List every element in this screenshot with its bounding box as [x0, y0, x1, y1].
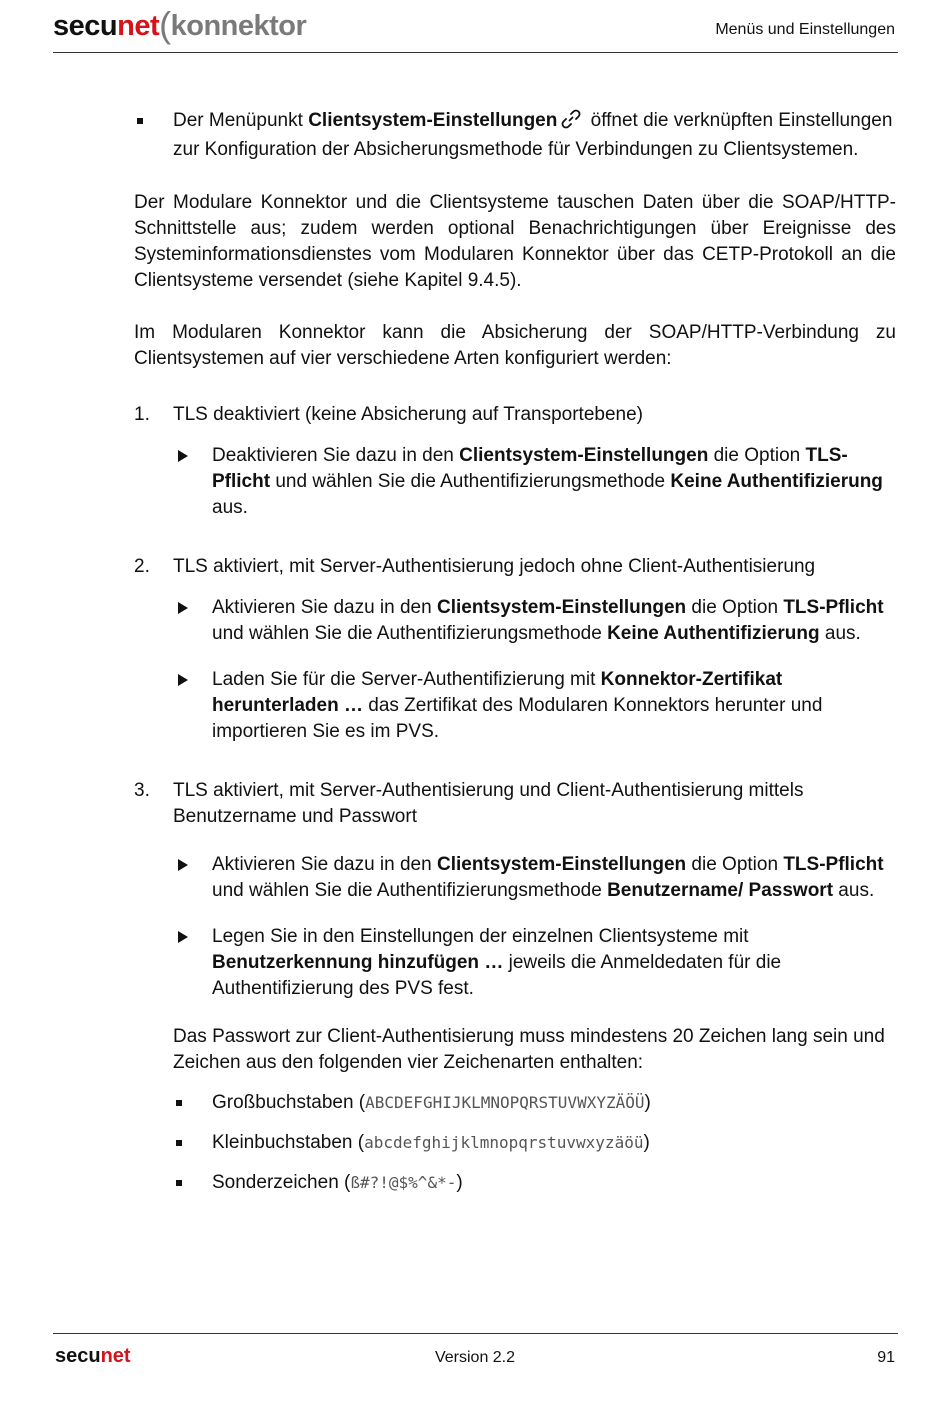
logo-text-konnektor: konnektor: [170, 10, 307, 42]
step-text: aus.: [833, 880, 875, 901]
square-bullet-icon: [176, 1100, 182, 1106]
step-bold: TLS-Pflicht: [212, 445, 848, 492]
triangle-bullet-icon: [178, 602, 188, 614]
list-item-title: TLS aktiviert, mit Server-Authentisierung jedoch ohne Client-Authentisierung: [173, 556, 816, 577]
list-item-title: TLS deaktiviert (keine Absicherung auf Transportebene): [173, 404, 643, 425]
triangle-bullet-icon: [178, 674, 188, 686]
square-bullet-icon: [176, 1180, 182, 1186]
header-divider: [53, 52, 898, 53]
char-class-chars: ß#?!@$%^&*-: [350, 1173, 457, 1192]
triangle-bullet-icon: [178, 931, 188, 943]
intro-text-after: öffnet die verknüpften Einstellungen zur Konfiguration der Absicherungsmethode für Verbindungen zu Clientsystemen.: [173, 110, 893, 160]
triangle-bullet-icon: [178, 859, 188, 871]
triangle-bullet-icon: [178, 450, 188, 462]
step-text: das Zertifikat des Modularen Konnektors herunter und importieren Sie es im PVS.: [212, 695, 823, 742]
step-bold: Clientsystem-Einstellungen: [436, 597, 687, 618]
list-item-1: [134, 402, 896, 521]
step-text: und wählen Sie die Authentifizierungsmethode: [212, 623, 608, 644]
list-number: 3.: [134, 780, 150, 801]
step-bold: Konnektor-Zertifikat herunterladen …: [212, 669, 783, 716]
step-bold: Benutzername/ Passwort: [607, 880, 834, 901]
char-class-close: ): [456, 1172, 463, 1193]
footer-version: Version 2.2: [434, 1349, 516, 1366]
step-text: und wählen Sie die Authentifizierungsmethode: [270, 471, 671, 492]
password-note: Das Passwort zur Client-Authentisierung muss mindestens 20 Zeichen lang sein und Zeichen aus den folgenden vier Zeichenarten enthalten:: [173, 1026, 885, 1073]
char-class-item: [173, 1170, 896, 1196]
step-text: aus.: [212, 497, 248, 518]
char-class-label: Kleinbuchstaben (: [212, 1132, 365, 1153]
char-class-chars: abcdefghijklmnopqrstuvwxyzäöü: [364, 1133, 644, 1152]
page-content: [134, 108, 896, 1196]
step-bold: TLS-Pflicht: [783, 597, 884, 618]
step-text: Aktivieren Sie dazu in den: [212, 854, 437, 875]
logo-text-secu: secu: [53, 10, 118, 42]
step-item: [173, 595, 896, 647]
logo-text-net: net: [117, 10, 160, 42]
step-text: Deaktivieren Sie dazu in den: [212, 445, 460, 466]
step-text: die Option: [708, 445, 806, 466]
paragraph-security-options: Im Modularen Konnektor kann die Absicherung der SOAP/HTTP-Verbindung zu Clientsystemen auf vier verschiedene Arten konfiguriert werden:: [134, 322, 896, 369]
step-text: aus.: [819, 623, 861, 644]
step-item: [173, 667, 896, 745]
header-logo: [53, 2, 306, 44]
list-item-3: [134, 778, 896, 1196]
step-text: und wählen Sie die Authentifizierungsmethode: [212, 880, 608, 901]
step-text: jeweils die Anmeldedaten für die Authentifizierung des PVS fest.: [212, 952, 782, 999]
page-number: 91: [877, 1349, 895, 1366]
list-number: 2.: [134, 556, 150, 577]
step-bold: Keine Authentifizierung: [607, 623, 820, 644]
char-class-label: Sonderzeichen (: [212, 1172, 351, 1193]
square-bullet-icon: [137, 118, 143, 124]
step-text: Legen Sie in den Einstellungen der einzelnen Clientsysteme mit: [212, 926, 749, 947]
section-title: Menüs und Einstellungen: [715, 21, 895, 38]
char-class-label: Großbuchstaben (: [212, 1092, 366, 1113]
step-bold: Clientsystem-Einstellungen: [436, 854, 687, 875]
intro-bullet: [134, 108, 896, 163]
list-number: 1.: [134, 404, 150, 425]
list-item-title: TLS aktiviert, mit Server-Authentisierung und Client-Authentisierung mittels Benutzername und Passwort: [173, 780, 804, 827]
footer-divider: [53, 1333, 898, 1334]
square-bullet-icon: [176, 1140, 182, 1146]
char-class-item: [173, 1130, 896, 1156]
step-bold: Keine Authentifizierung: [670, 471, 883, 492]
step-item: [173, 443, 896, 521]
intro-text-before: Der Menüpunkt: [173, 110, 309, 131]
step-bold: Clientsystem-Einstellungen: [459, 445, 709, 466]
link-icon: [561, 109, 581, 137]
intro-bold-label: Clientsystem-Einstellungen: [308, 110, 558, 131]
step-text: die Option: [686, 854, 784, 875]
step-bold: Benutzerkennung hinzufügen …: [212, 952, 504, 973]
step-bold: TLS-Pflicht: [783, 854, 884, 875]
footer-logo-secu: secu: [55, 1345, 101, 1367]
list-item-2: [134, 554, 896, 745]
char-class-close: ): [643, 1132, 650, 1153]
char-class-item: [173, 1090, 896, 1116]
char-class-close: ): [644, 1092, 651, 1113]
step-item: [173, 852, 896, 904]
step-text: Laden Sie für die Server-Authentifizierung mit: [212, 669, 601, 690]
footer-logo-net: net: [100, 1345, 131, 1367]
char-class-chars: ABCDEFGHIJKLMNOPQRSTUVWXYZÄÖÜ: [365, 1093, 645, 1112]
paragraph-soap-exchange: Der Modulare Konnektor und die Clientsysteme tauschen Daten über die SOAP/HTTP-Schnittstelle aus; zudem werden optional Benachrichtigungen über Ereignisse des Systeminformationsdienstes vom Modularen Konnektor über das CETP-Protokoll an die Clientsysteme versendet (siehe Kapitel 9.4.5).: [134, 192, 896, 291]
logo-paren: (: [159, 4, 171, 45]
step-item: [173, 924, 896, 1002]
step-text: Aktivieren Sie dazu in den: [212, 597, 437, 618]
step-text: die Option: [686, 597, 784, 618]
